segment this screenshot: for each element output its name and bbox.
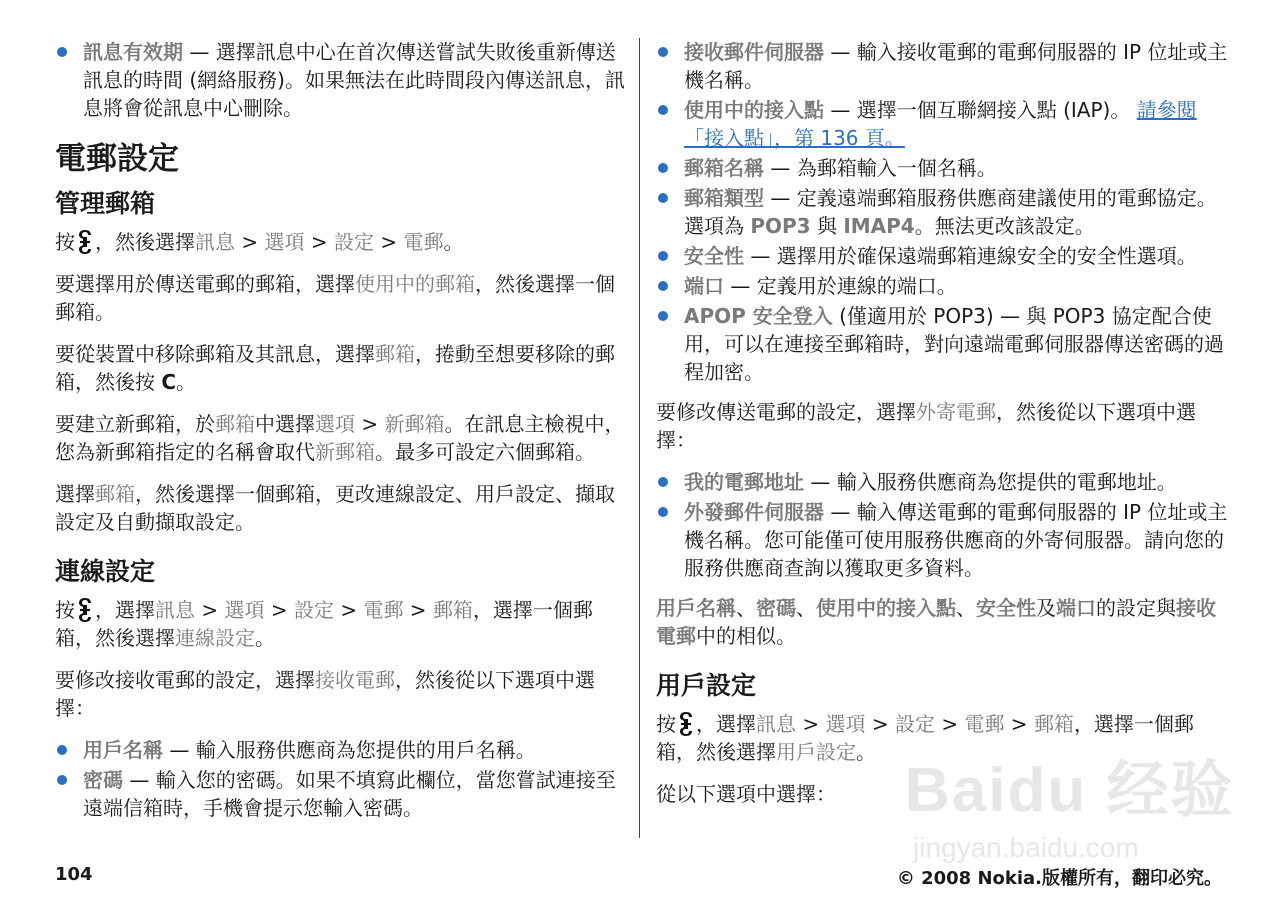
list-item: 郵箱名稱 — 為郵箱輸入一個名稱。	[656, 154, 1228, 182]
section-title: 電郵設定	[55, 141, 179, 177]
bullet-icon	[57, 775, 67, 785]
list-item: 接收郵件伺服器 — 輸入接收電郵的電郵伺服器的 IP 位址或主機名稱。	[656, 38, 1228, 94]
list-item: 郵箱類型 — 定義遠端郵箱服務供應商建議使用的電郵協定。選項為 POP3 與 IMAP4。無法更改該設定。	[656, 184, 1228, 240]
list-item: 安全性 — 選擇用於確保遠端郵箱連線安全的安全性選項。	[656, 242, 1228, 270]
watermark-url: jingyan.baidu.com	[913, 832, 1139, 863]
menu-key-icon	[679, 711, 693, 737]
list-item: 密碼 — 輸入您的密碼。如果不填寫此欄位，當您嘗試連接至遠端信箱時，手機會提示您輸入密碼。	[55, 766, 625, 822]
nav-path: 按 ，然後選擇訊息 > 選項 > 設定 > 電郵。	[55, 230, 464, 254]
list-item: 使用中的接入點 — 選擇一個互聯網接入點 (IAP)。 請參閱 「接入點」，第 136 頁。	[656, 96, 1228, 152]
bullet-icon	[57, 47, 67, 57]
paragraph: 要修改接收電郵的設定，選擇接收電郵，然後從以下選項中選擇：	[55, 668, 595, 720]
list-item: 端口 — 定義用於連線的端口。	[656, 272, 1228, 300]
incoming-options-list	[55, 736, 625, 822]
bullet-icon	[658, 477, 668, 487]
outgoing-options-list	[656, 468, 1228, 582]
watermark-logo: Baidu 经验	[905, 756, 1235, 825]
paragraph: 要修改傳送電郵的設定，選擇外寄電郵，然後從以下選項中選擇：	[656, 400, 1196, 452]
nav-path: 按 ，選擇訊息 > 選項 > 設定 > 電郵 > 郵箱，選擇一個郵箱，然後選擇連線設定。	[55, 598, 593, 650]
heading-user-settings: 用戶設定	[656, 671, 757, 700]
paragraph: 要從裝置中移除郵箱及其訊息，選擇郵箱，捲動至想要移除的郵箱，然後按 C。	[55, 342, 615, 394]
bullet-icon	[658, 507, 668, 517]
column-divider	[639, 38, 640, 838]
page-number: 104	[55, 864, 93, 885]
heading-manage-mailboxes: 管理郵箱	[55, 189, 156, 218]
access-point-link[interactable]: 請參閱 「接入點」，第 136 頁。	[684, 98, 1197, 150]
menu-key-icon	[78, 229, 92, 255]
paragraph: 要選擇用於傳送電郵的郵箱，選擇使用中的郵箱，然後選擇一個郵箱。	[55, 272, 615, 324]
copyright-notice: © 2008 Nokia.版權所有，翻印必究。	[896, 868, 1222, 889]
bullet-icon	[658, 193, 668, 203]
heading-connection-settings: 連線設定	[55, 557, 156, 586]
paragraph: 從以下選項中選擇：	[656, 782, 836, 806]
list-item: 外發郵件伺服器 — 輸入傳送電郵的電郵伺服器的 IP 位址或主機名稱。您可能僅可使用服務供應商的外寄伺服器。請向您的服務供應商查詢以獲取更多資料。	[656, 498, 1228, 582]
bullet-icon	[658, 311, 668, 321]
menu-key-icon	[78, 597, 92, 623]
left-column	[55, 38, 625, 834]
right-column	[656, 38, 1228, 822]
bullet-icon	[658, 163, 668, 173]
list-item: 我的電郵地址 — 輸入服務供應商為您提供的電郵地址。	[656, 468, 1228, 496]
bullet-icon	[658, 251, 668, 261]
paragraph: 用戶名稱、密碼、使用中的接入點、安全性及端口的設定與接收電郵中的相似。	[656, 596, 1216, 648]
incoming-options-list-continued	[656, 38, 1228, 386]
nav-path: 按 ，選擇訊息 > 選項 > 設定 > 電郵 > 郵箱，選擇一個郵箱，然後選擇用戶設定。	[656, 712, 1194, 764]
bullet-icon	[57, 745, 67, 755]
list-item: 訊息有效期 — 選擇訊息中心在首次傳送嘗試失敗後重新傳送訊息的時間 (網絡服務)。如果無法在此時間段內傳送訊息，訊息將會從訊息中心刪除。	[55, 38, 625, 122]
paragraph: 要建立新郵箱，於郵箱中選擇選項 > 新郵箱。在訊息主檢視中，您為新郵箱指定的名稱會取代新郵箱。最多可設定六個郵箱。	[55, 412, 625, 464]
bullet-icon	[658, 47, 668, 57]
bullet-icon	[658, 105, 668, 115]
message-validity-list	[55, 38, 625, 122]
paragraph: 選擇郵箱，然後選擇一個郵箱，更改連線設定、用戶設定、擷取設定及自動擷取設定。	[55, 482, 615, 534]
list-item: 用戶名稱 — 輸入服務供應商為您提供的用戶名稱。	[55, 736, 625, 764]
bullet-icon	[658, 281, 668, 291]
list-item: APOP 安全登入 (僅適用於 POP3) — 與 POP3 協定配合使用，可以在連接至郵箱時，對向遠端電郵伺服器傳送密碼的過程加密。	[656, 302, 1228, 386]
